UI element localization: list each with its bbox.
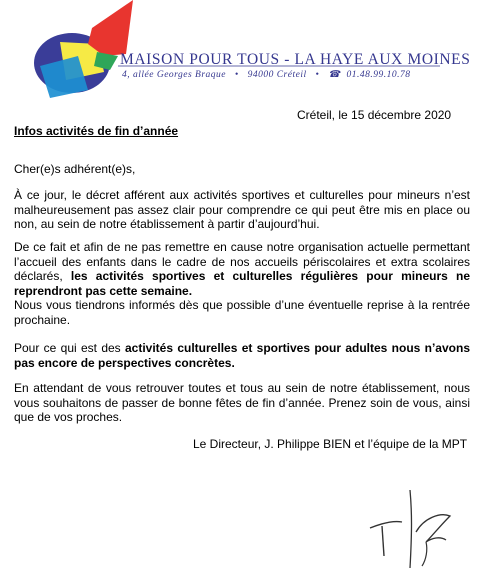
paragraph-closing: En attendant de vous retrouver toutes et tous au sein de notre établissement, nous vous souhaitons de passer de bonne fêtes de fin d’année. Prenez soin de vous, ainsi que de vos proches. (14, 381, 470, 424)
postcode-city: 94000 Créteil (247, 70, 307, 80)
letter-date: Créteil, le 15 décembre 2020 (297, 108, 452, 122)
logo-red-shape (88, 0, 133, 56)
paragraph-text: Pour ce qui est des (14, 341, 121, 355)
paragraph-minors-activities (14, 240, 470, 327)
paragraph-text: De ce fait et afin de ne pas remettre en cause notre organisation actuelle permettant l’accueil des enfants dans le cadre de nos accueils périscolaires et extra scolaires déclarés, (14, 240, 470, 283)
signature-line: Le Directeur, J. Philippe BIEN et l’équipe de la MPT (193, 437, 468, 451)
letterhead (0, 0, 484, 100)
mpt-logo (0, 0, 484, 100)
handwritten-signature (340, 470, 480, 575)
paragraph-bold-text: les activités sportives et culturelles régulières pour mineurs ne reprendront pas cette semaine. (14, 269, 470, 298)
paragraph-text: Nous vous tiendrons informés dès que possible d’une éventuelle reprise à la rentrée prochaine. (14, 298, 470, 327)
street-address: 4, allée Georges Braque (122, 70, 227, 80)
phone-icon: ☎ (328, 70, 341, 80)
letter-subject: Infos activités de fin d’année (14, 124, 179, 138)
paragraph-adult-activities (14, 341, 470, 370)
paragraph-decree: À ce jour, le décret afférent aux activités sportives et culturelles pour mineurs n’est malheureusement pas assez clair pour comprendre ce qui peut être mis en place ou non, au sein de notre établissement à partir d’aujourd’hui. (14, 188, 470, 231)
paragraph-bold-text: activités culturelles et sportives pour adultes nous n’avons pas encore de perspectives concrètes. (14, 341, 470, 370)
letter-greeting: Cher(e)s adhérent(e)s, (14, 162, 136, 176)
phone-number: 01.48.99.10.78 (346, 70, 411, 80)
org-name: MAISON POUR TOUS - LA HAYE AUX MOINES (120, 51, 471, 68)
org-address: 4, allée Georges Braque • 94000 Créteil • ☎ 01.48.99.10.78 (122, 70, 411, 80)
